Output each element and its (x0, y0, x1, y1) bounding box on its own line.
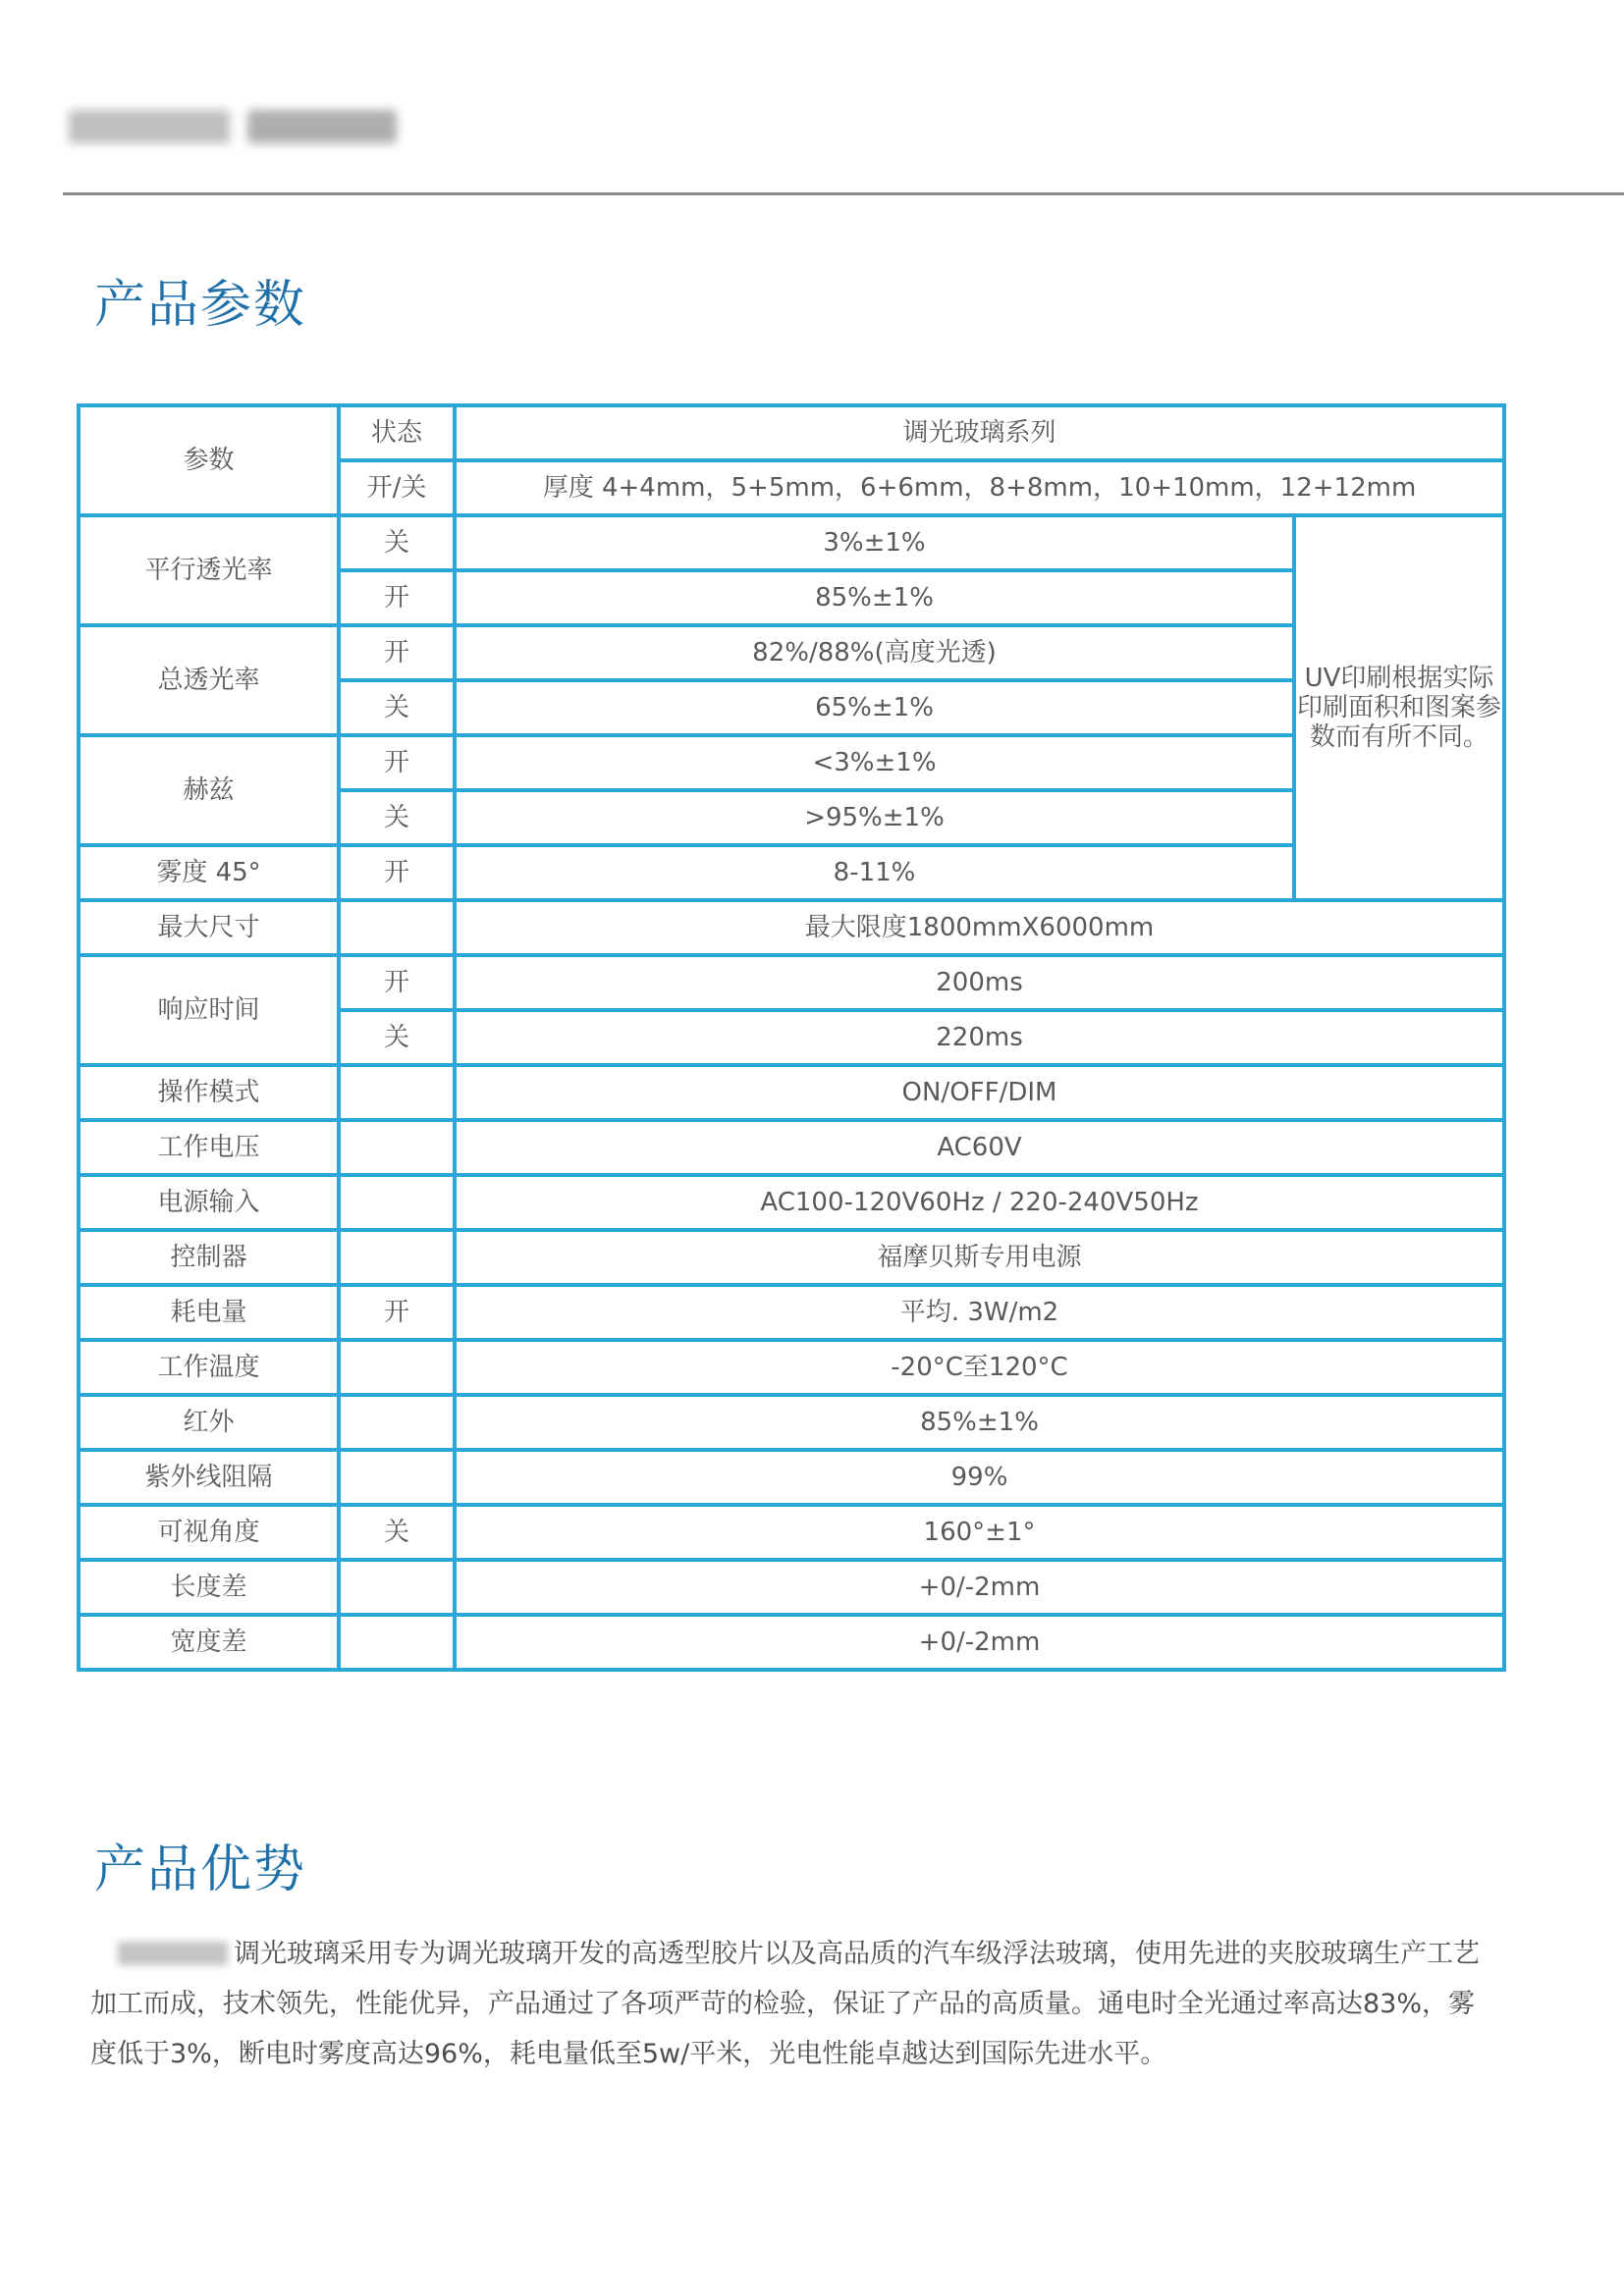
table-row (79, 1560, 1504, 1615)
value-cell: AC60V (455, 1120, 1504, 1175)
table-row (79, 1230, 1504, 1285)
header-thickness-cell: 厚度 4+4mm，5+5mm，6+6mm，8+8mm，10+10mm，12+12mm (455, 460, 1504, 515)
param-name-cell: 响应时间 (79, 955, 339, 1065)
param-name-cell: 操作模式 (79, 1065, 339, 1120)
value-cell: 82%/88%(高度光透) (455, 625, 1294, 680)
state-cell: 关 (339, 1010, 455, 1065)
state-cell (339, 1615, 455, 1670)
state-cell: 开 (339, 625, 455, 680)
section-title-params: 产品参数 (94, 276, 307, 335)
section-title-advantages: 产品优势 (94, 1841, 307, 1899)
value-cell: 160°±1° (455, 1505, 1504, 1560)
table-row (79, 1065, 1504, 1120)
state-cell: 关 (339, 1505, 455, 1560)
value-cell: 200ms (455, 955, 1504, 1010)
header-onoff-cell: 开/关 (339, 460, 455, 515)
params-table (77, 403, 1506, 1672)
state-cell: 关 (339, 515, 455, 570)
value-cell: 平均. 3W/m2 (455, 1285, 1504, 1340)
brand-logo-part (69, 110, 230, 143)
state-cell (339, 1230, 455, 1285)
value-cell: 65%±1% (455, 680, 1294, 735)
state-cell (339, 1120, 455, 1175)
value-cell: 85%±1% (455, 570, 1294, 625)
brand-logo-part (247, 110, 397, 143)
table-row (79, 515, 1504, 570)
param-name-cell: 总透光率 (79, 625, 339, 735)
table-row (79, 1120, 1504, 1175)
state-cell: 开 (339, 955, 455, 1010)
state-cell: 关 (339, 790, 455, 845)
value-cell: -20°C至120°C (455, 1340, 1504, 1395)
value-cell: AC100-120V60Hz / 220-240V50Hz (455, 1175, 1504, 1230)
table-row (79, 845, 1504, 900)
param-name-cell: 雾度 45° (79, 845, 339, 900)
value-cell: 福摩贝斯专用电源 (455, 1230, 1504, 1285)
header-state-cell: 状态 (339, 405, 455, 460)
param-name-cell: 红外 (79, 1395, 339, 1450)
value-cell: 85%±1% (455, 1395, 1504, 1450)
table-row (79, 735, 1504, 790)
state-cell (339, 900, 455, 955)
table-row (79, 1505, 1504, 1560)
table-row (79, 1395, 1504, 1450)
value-cell: >95%±1% (455, 790, 1294, 845)
state-cell: 开 (339, 735, 455, 790)
state-cell: 关 (339, 680, 455, 735)
state-cell: 开 (339, 570, 455, 625)
param-name-cell: 长度差 (79, 1560, 339, 1615)
value-cell: +0/-2mm (455, 1560, 1504, 1615)
value-cell: <3%±1% (455, 735, 1294, 790)
header-param-cell: 参数 (79, 405, 339, 515)
table-row (79, 955, 1504, 1010)
table-row (79, 1615, 1504, 1670)
state-cell (339, 1560, 455, 1615)
table-row (79, 1340, 1504, 1395)
state-cell (339, 1175, 455, 1230)
value-cell: 8-11% (455, 845, 1294, 900)
state-cell (339, 1340, 455, 1395)
value-cell: 3%±1% (455, 515, 1294, 570)
param-name-cell: 工作温度 (79, 1340, 339, 1395)
state-cell (339, 1065, 455, 1120)
table-row (79, 1285, 1504, 1340)
param-name-cell: 电源输入 (79, 1175, 339, 1230)
param-name-cell: 耗电量 (79, 1285, 339, 1340)
param-name-cell: 最大尺寸 (79, 900, 339, 955)
table-row (79, 625, 1504, 680)
brand-logo (69, 110, 405, 153)
value-cell: ON/OFF/DIM (455, 1065, 1504, 1120)
table-header-row (79, 405, 1504, 460)
param-name-cell: 宽度差 (79, 1615, 339, 1670)
param-name-cell: 可视角度 (79, 1505, 339, 1560)
table-row (79, 900, 1504, 955)
state-cell: 开 (339, 845, 455, 900)
brand-name-blurred (118, 1942, 228, 1965)
state-cell (339, 1450, 455, 1505)
value-cell: 99% (455, 1450, 1504, 1505)
header-series-cell: 调光玻璃系列 (455, 405, 1504, 460)
param-name-cell: 紫外线阻隔 (79, 1450, 339, 1505)
param-name-cell: 工作电压 (79, 1120, 339, 1175)
value-cell: 最大限度1800mmX6000mm (455, 900, 1504, 955)
param-name-cell: 控制器 (79, 1230, 339, 1285)
param-name-cell: 平行透光率 (79, 515, 339, 625)
table-row (79, 1175, 1504, 1230)
value-cell: 220ms (455, 1010, 1504, 1065)
table-row (79, 1450, 1504, 1505)
header-divider (63, 192, 1624, 195)
uv-print-note-cell: UV印刷根据实际印刷面积和图案参数而有所不同。 (1294, 515, 1504, 900)
advantages-paragraph (90, 1929, 1485, 2079)
value-cell: +0/-2mm (455, 1615, 1504, 1670)
advantages-text: 调光玻璃采用专为调光玻璃开发的高透型胶片以及高品质的汽车级浮法玻璃，使用先进的夹胶玻璃生产工艺加工而成，技术领先，性能优异，产品通过了各项严苛的检验，保证了产品的高质量。通电时全光通过率高达83%，雾度低于3%，断电时雾度高达96%，耗电量低至5w/平米，光电性能卓越达到国际先进水平。 (90, 1939, 1480, 2069)
param-name-cell: 赫兹 (79, 735, 339, 845)
state-cell (339, 1395, 455, 1450)
state-cell: 开 (339, 1285, 455, 1340)
